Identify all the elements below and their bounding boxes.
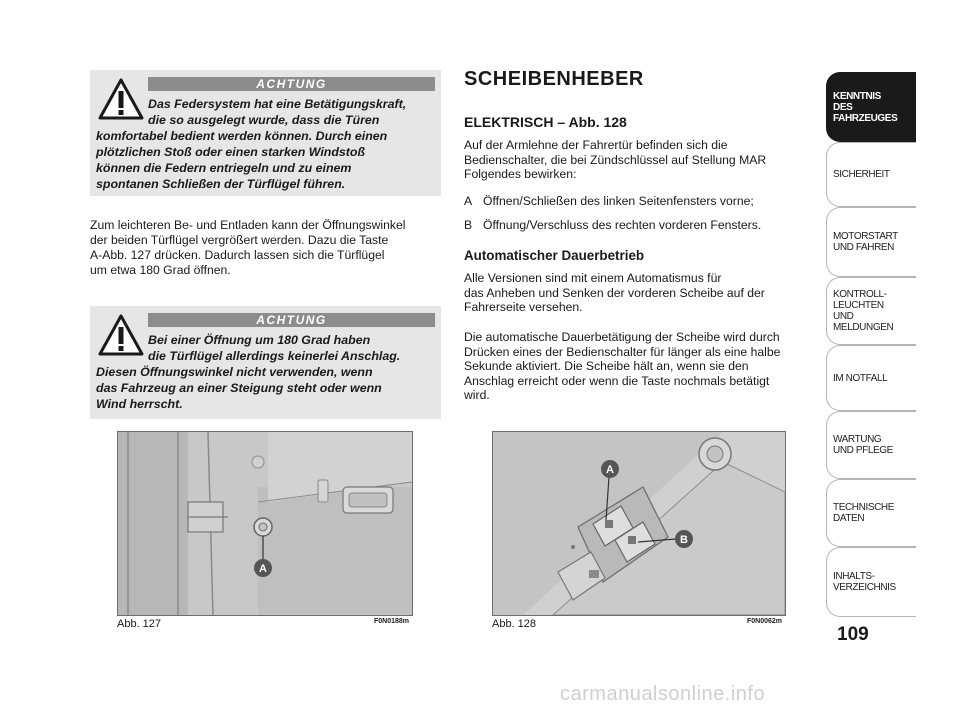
figure-128-caption: Abb. 128 (492, 618, 537, 630)
auto-paragraph-2: Die automatische Dauerbetätigung der Scheibe wird durch Drücken eines der Bedienschalter für länger als eine halbe Sekunde aktiviert. Die Scheibe hält an, wenn sie den Anschlag erreicht oder wenn die Taste nochmals betätigt wird. (464, 330, 781, 402)
tab-kontrollleuchten[interactable]: KONTROLL- LEUCHTEN UND MELDUNGEN (826, 277, 916, 345)
watermark: carmanualsonline.info (560, 683, 766, 705)
door-hinge-illustration (118, 432, 412, 615)
door-angle-paragraph: Zum leichteren Be- und Entladen kann der Öffnungswinkel der beiden Türflügel vergrößert werden. Dazu die Taste A-Abb. 127 drücken. Dadurch lassen sich die Türflügel um etwa 180 Grad öffnen. (90, 218, 406, 277)
auto-paragraph-1: Alle Versionen sind mit einem Automatismus für das Anheben und Senken der vorderen Scheibe auf der Fahrerseite versehen. (464, 271, 765, 314)
warning-text: Das Federsystem hat eine Betätigungskraft, die so ausgelegt wurde, dass die Türen komfortabel bedient werden können. Durch einen plötzlichen Stoß oder einen starken Windstoß können die Federn entriegeln und zu einem spontanen Schließen der Türflügel führen. (96, 97, 407, 191)
warning-box-2 (90, 306, 441, 419)
list-item: B Öffnung/Verschluss des rechten vorderen Fensters. (464, 218, 762, 232)
tab-sicherheit[interactable]: SICHERHEIT (826, 142, 916, 207)
section-subtitle: ELEKTRISCH – Abb. 128 (464, 114, 627, 130)
tab-im-notfall[interactable]: IM NOTFALL (826, 345, 916, 411)
figure-127-code: F0N0188m (374, 618, 410, 625)
section-title: SCHEIBENHEBER (464, 68, 644, 90)
window-switch-illustration (493, 432, 785, 615)
figure-127-caption: Abb. 127 (117, 618, 162, 630)
tab-inhaltsverzeichnis[interactable]: INHALTS- VERZEICHNIS (826, 547, 916, 617)
figure-128-window-switches (492, 431, 786, 616)
warning-header: ACHTUNG (148, 77, 435, 91)
warning-box-1 (90, 70, 441, 196)
tab-wartung[interactable]: WARTUNG UND PFLEGE (826, 411, 916, 479)
auto-mode-title: Automatischer Dauerbetrieb (464, 248, 645, 263)
figure-128-code: F0N0062m (747, 618, 783, 625)
figure-label-b: B (680, 534, 688, 546)
tab-kenntnis[interactable]: KENNTNIS DES FAHRZEUGES (826, 72, 916, 142)
figure-label-a: A (259, 563, 267, 575)
figure-127-door-hinge (117, 431, 413, 616)
warning-text: Bei einer Öffnung um 180 Grad haben die Türflügel allerdings keinerlei Anschlag. Diesen Öffnungswinkel nicht verwenden, wenn das Fahrzeug an einer Steigung steht oder wenn Wind herrscht. (96, 333, 401, 411)
intro-paragraph: Auf der Armlehne der Fahrertür befinden sich die Bedienschalter, die bei Zündschlüssel auf Stellung MAR Folgendes bewirken: (464, 138, 767, 181)
figure-label-a: A (606, 464, 614, 476)
list-item: A Öffnen/Schließen des linken Seitenfensters vorne; (464, 194, 754, 208)
warning-header: ACHTUNG (148, 313, 435, 327)
tab-technische-daten[interactable]: TECHNISCHE DATEN (826, 479, 916, 547)
page-number: 109 (837, 624, 869, 645)
tab-motorstart[interactable]: MOTORSTART UND FAHREN (826, 207, 916, 277)
